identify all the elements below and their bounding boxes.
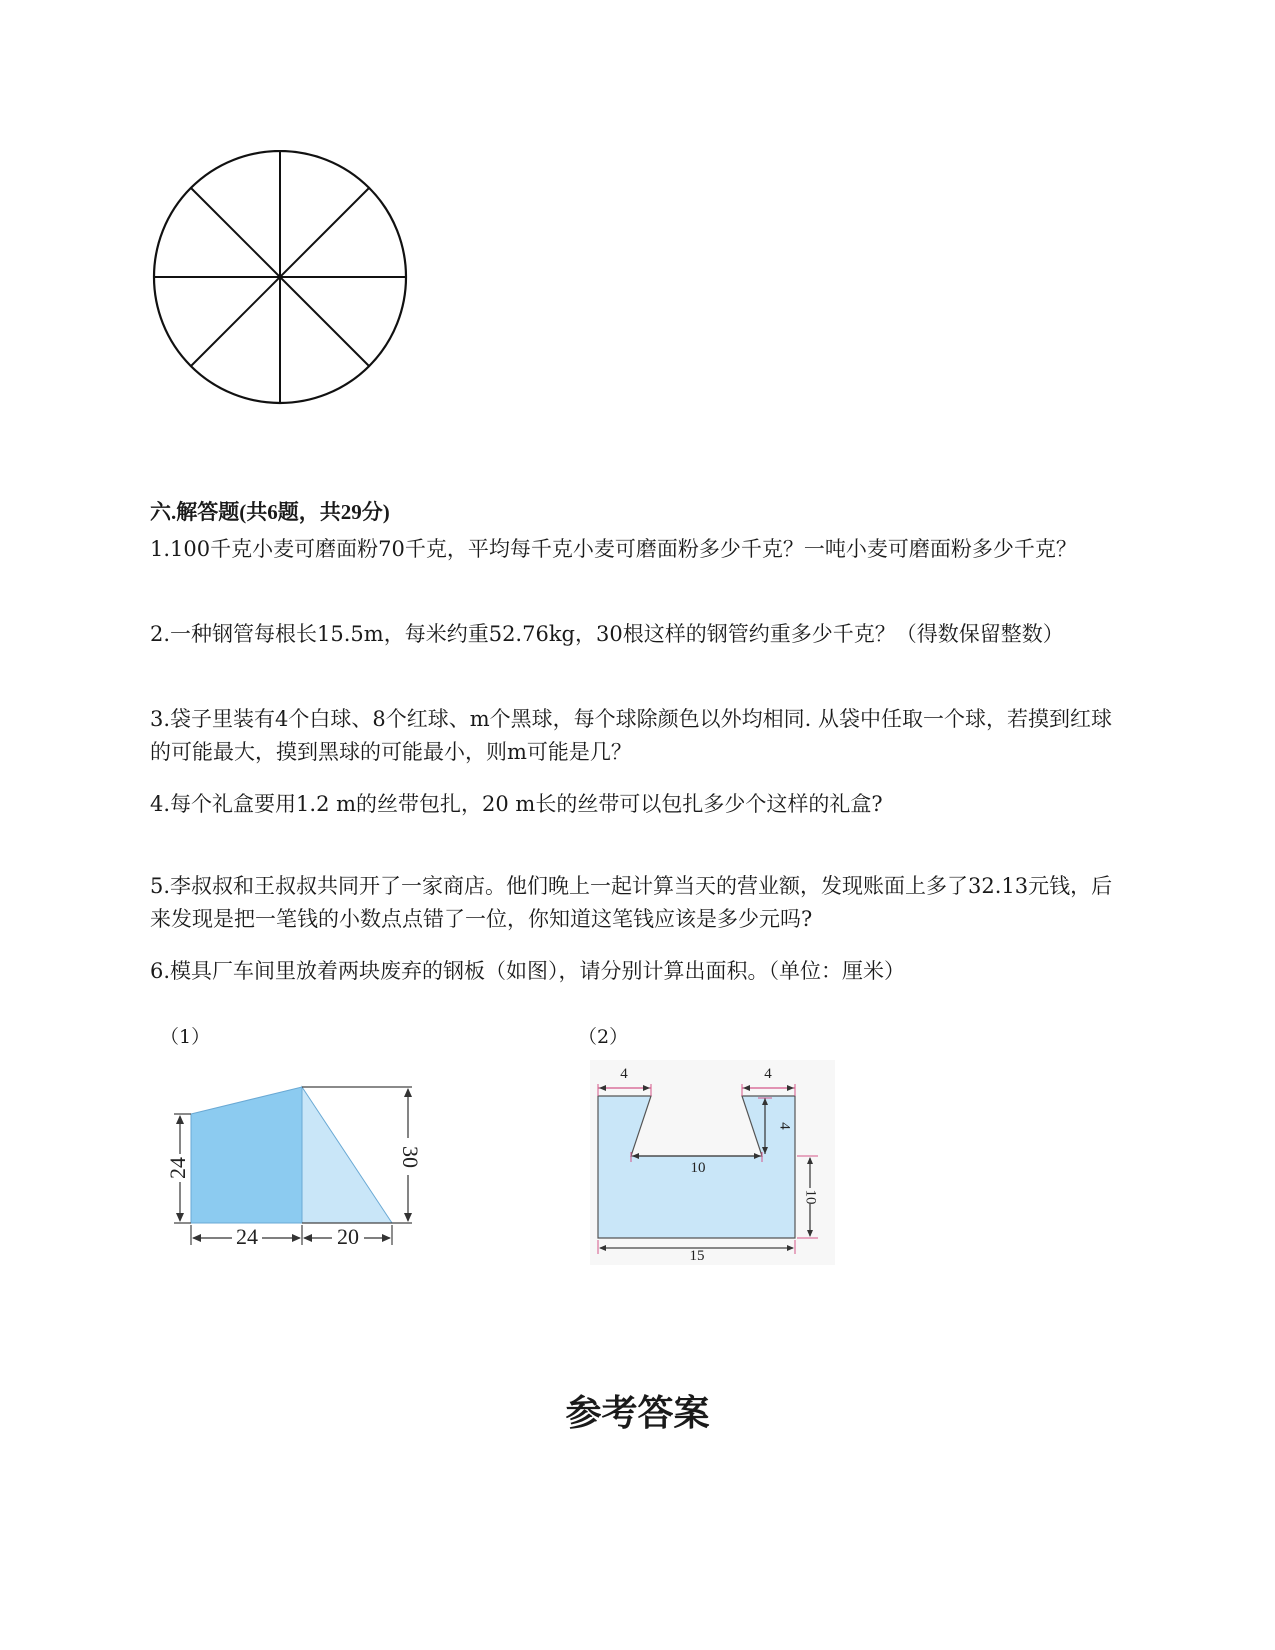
figure-2-notched-plate (590, 1060, 835, 1265)
answers-title: 参考答案 (565, 1392, 710, 1434)
fig1-bottom-left-label: 24 (236, 1224, 258, 1250)
question-5: 5.李叔叔和王叔叔共同开了一家商店。他们晚上一起计算当天的营业额，发现账面上多了32.13元钱，后来发现是把一笔钱的小数点点错了一位，你知道这笔钱应该是多少元吗? (150, 874, 1113, 931)
question-3: 3.袋子里装有4个白球、8个红球、m个黑球，每个球除颜色以外均相同. 从袋中任取一个球，若摸到红球的可能最大，摸到黑球的可能最小，则m可能是几？ (150, 707, 1113, 764)
fig1-left-height-label: 24 (165, 1157, 191, 1179)
section-title: 六.解答题(共6题，共29分) (150, 500, 390, 524)
fig1-bottom-right-label: 20 (337, 1224, 359, 1250)
fig2-top-right-label: 4 (764, 1066, 772, 1082)
fig2-notch-depth-label: 4 (776, 1122, 793, 1130)
figure-1-trapezoid-triangle (160, 1070, 430, 1255)
circle-eight-sectors-figure (150, 150, 420, 420)
figure-1-label: （1） (160, 1026, 211, 1048)
question-2: 2.一种钢管每根长15.5m，每米约重52.76kg，30根这样的钢管约重多少千克？（得数保留整数） (150, 622, 1064, 646)
question-1: 1.100千克小麦可磨面粉70千克，平均每千克小麦可磨面粉多少千克？一吨小麦可磨面粉多少千克？ (150, 537, 1077, 561)
fig2-notch-bottom-label: 10 (690, 1160, 706, 1176)
fig1-right-height-label: 30 (397, 1146, 423, 1168)
figure-2-label: （2） (578, 1026, 629, 1048)
fig2-height-label: 10 (802, 1189, 819, 1205)
fig2-top-left-label: 4 (620, 1066, 628, 1082)
fig2-bottom-label: 15 (689, 1248, 705, 1264)
question-4: 4.每个礼盒要用1.2 m的丝带包扎，20 m长的丝带可以包扎多少个这样的礼盒? (150, 792, 883, 816)
question-6: 6.模具厂车间里放着两块废弃的钢板（如图），请分别计算出面积。（单位：厘米） (150, 959, 906, 983)
